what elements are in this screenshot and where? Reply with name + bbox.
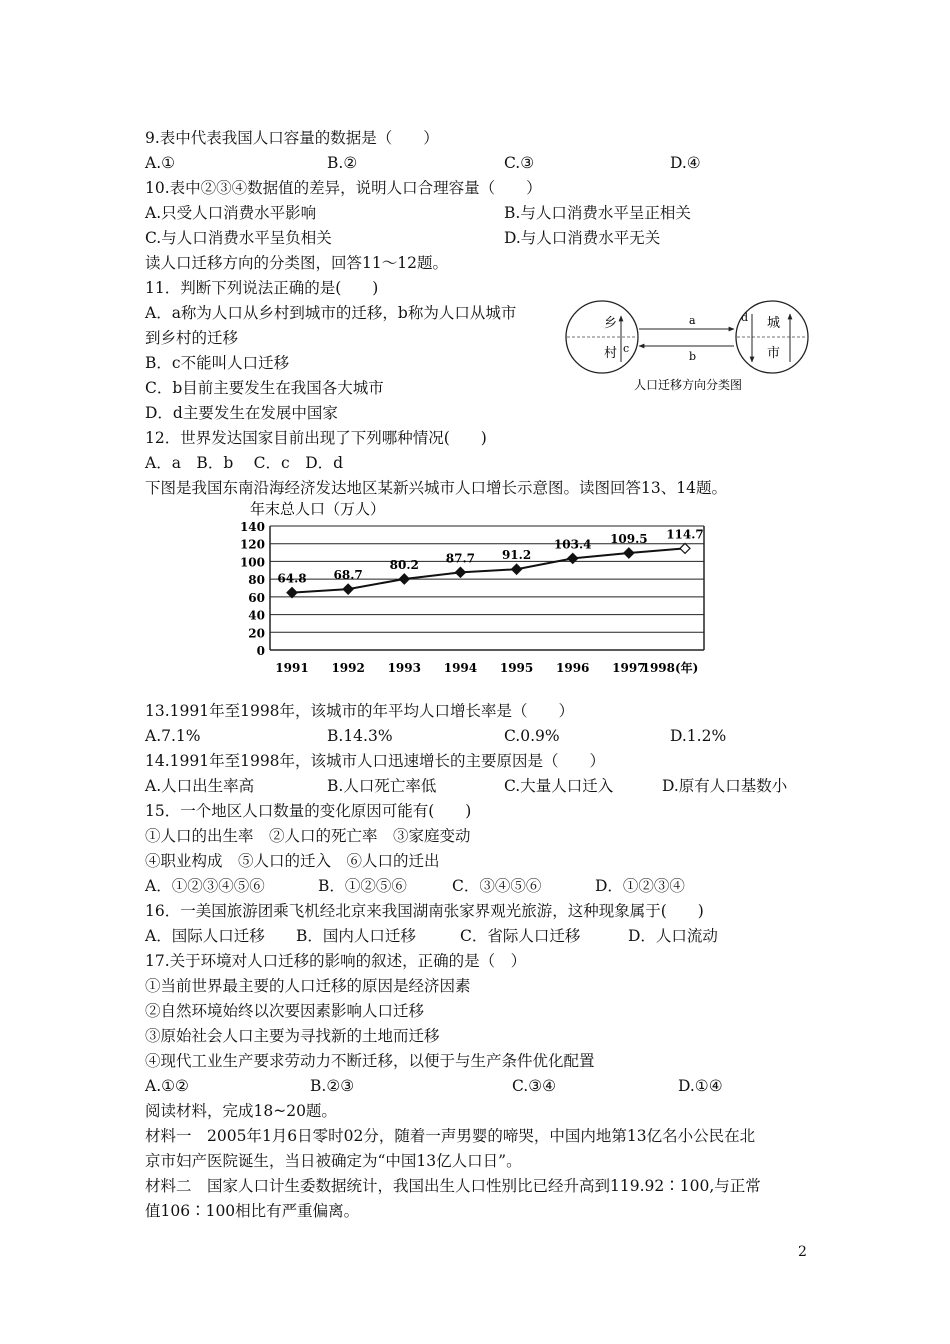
village-top-char: 乡 bbox=[604, 316, 618, 331]
q13-option-d: D.1.2% bbox=[670, 727, 727, 745]
chart-data-point bbox=[455, 567, 465, 577]
chart-data-label: 64.8 bbox=[277, 571, 307, 586]
chart-data-label: 114.7 bbox=[666, 527, 704, 542]
q16-option-b: B．国内人口迁移 bbox=[296, 927, 416, 945]
q14-stem: 14.1991年至1998年，该城市人口迅速增长的主要原因是（ ） bbox=[145, 752, 606, 770]
q15-option-a: A．①②③④⑤⑥ bbox=[145, 877, 265, 895]
q13-stem: 13.1991年至1998年，该城市的年平均人口增长率是（ ） bbox=[145, 702, 575, 720]
q16-option-c: C．省际人口迁移 bbox=[460, 927, 581, 945]
material-2-line2: 值106∶100相比有严重偏离。 bbox=[145, 1202, 360, 1220]
q10-stem: 10.表中②③④数据值的差异，说明人口合理容量（ ） bbox=[145, 179, 542, 197]
population-chart-svg bbox=[230, 496, 720, 684]
q17-statement-1: ①当前世界最主要的人口迁移的原因是经济因素 bbox=[145, 977, 471, 995]
label-b: b bbox=[689, 350, 697, 363]
chart-data-point bbox=[624, 548, 634, 558]
chart-data-label: 87.7 bbox=[445, 551, 476, 566]
label-a: a bbox=[689, 314, 696, 327]
chart-data-point bbox=[512, 564, 522, 574]
chart-y-tick-label: 0 bbox=[256, 644, 265, 658]
chart-x-tick-label: 1997 bbox=[612, 661, 646, 675]
chart-data-label: 80.2 bbox=[389, 557, 419, 572]
q17-option-b: B.②③ bbox=[310, 1077, 355, 1095]
q14-option-a: A.人口出生率高 bbox=[145, 777, 255, 795]
chart-x-tick-label: 1995 bbox=[499, 661, 534, 675]
chart-data-label: 91.2 bbox=[501, 548, 532, 563]
q9-option-c: C.③ bbox=[504, 154, 535, 172]
page-number: 2 bbox=[798, 1244, 807, 1260]
q10-option-c: C.与人口消费水平呈负相关 bbox=[145, 229, 332, 247]
q15-option-b: B．①②⑤⑥ bbox=[318, 877, 407, 895]
q17-statement-3: ③原始社会人口主要为寻找新的土地而迁移 bbox=[145, 1027, 440, 1045]
q9-option-a: A.① bbox=[145, 154, 176, 172]
chart-y-tick-label: 120 bbox=[239, 537, 265, 552]
label-d: d bbox=[741, 311, 749, 324]
chart-data-point bbox=[343, 584, 353, 594]
village-bottom-char: 村 bbox=[604, 346, 618, 361]
chart-x-tick-label: 1998(年) bbox=[641, 661, 699, 675]
chart-y-tick-label: 100 bbox=[239, 555, 265, 570]
chart-data-label: 109.5 bbox=[610, 532, 648, 547]
q11-option-c: C．b目前主要发生在我国各大城市 bbox=[145, 379, 384, 397]
q17-option-a: A.①② bbox=[145, 1077, 189, 1095]
chart-data-point bbox=[399, 574, 409, 584]
q9-stem: 9.表中代表我国人口容量的数据是（ ） bbox=[145, 129, 439, 147]
q14-option-d: D.原有人口基数小 bbox=[662, 777, 788, 795]
q12-options: A．a B．b C．c D．d bbox=[145, 454, 344, 472]
q11-option-b: B．c不能叫人口迁移 bbox=[145, 354, 290, 372]
material-1-line2: 京市妇产医院诞生，当日被确定为“中国13亿人口日”。 bbox=[145, 1152, 522, 1170]
intro-11-12: 读人口迁移方向的分类图，回答11～12题。 bbox=[145, 254, 448, 272]
q9-option-b: B.② bbox=[327, 154, 358, 172]
q14-option-b: B.人口死亡率低 bbox=[327, 777, 437, 795]
q15-stem: 15．一个地区人口数量的变化原因可能有( ) bbox=[145, 802, 472, 820]
q9-option-d: D.④ bbox=[670, 154, 701, 172]
chart-x-tick-label: 1994 bbox=[443, 661, 478, 675]
migration-diagram-svg bbox=[562, 300, 812, 400]
chart-y-axis-label: 年末总人口（万人） bbox=[250, 500, 386, 518]
chart-y-tick-label: 20 bbox=[248, 626, 265, 641]
q13-option-c: C.0.9% bbox=[504, 727, 560, 745]
q11-option-d: D．d主要发生在发展中国家 bbox=[145, 404, 338, 422]
chart-y-tick-label: 80 bbox=[248, 573, 265, 588]
q13-option-b: B.14.3% bbox=[327, 727, 393, 745]
q10-option-a: A.只受人口消费水平影响 bbox=[145, 204, 317, 222]
population-chart bbox=[230, 496, 720, 684]
q16-option-a: A．国际人口迁移 bbox=[145, 927, 265, 945]
chart-x-tick-label: 1992 bbox=[331, 661, 365, 675]
q17-option-c: C.③④ bbox=[512, 1077, 557, 1095]
material-1-line1: 材料一 2005年1月6日零时02分，随着一声男婴的啼哭，中国内地第13亿名小公民在北 bbox=[145, 1127, 756, 1145]
chart-data-label: 103.4 bbox=[553, 537, 592, 552]
chart-y-tick-label: 140 bbox=[239, 520, 265, 534]
chart-y-tick-label: 40 bbox=[248, 608, 265, 623]
chart-x-tick-label: 1996 bbox=[556, 661, 590, 675]
q17-stem: 17.关于环境对人口迁移的影响的叙述，正确的是（ ） bbox=[145, 952, 527, 970]
q17-statement-2: ②自然环境始终以次要因素影响人口迁移 bbox=[145, 1002, 425, 1020]
q15-factors-line2: ④职业构成 ⑤人口的迁入 ⑥人口的迁出 bbox=[145, 852, 440, 870]
q16-option-d: D．人口流动 bbox=[628, 927, 718, 945]
city-bottom-char: 市 bbox=[767, 346, 781, 361]
q11-option-a-line2: 到乡村的迁移 bbox=[145, 329, 239, 347]
chart-x-tick-label: 1993 bbox=[387, 661, 421, 675]
chart-data-label: 68.7 bbox=[333, 568, 363, 583]
chart-y-tick-label: 60 bbox=[248, 590, 265, 605]
migration-direction-diagram bbox=[562, 300, 812, 400]
q15-option-d: D．①②③④ bbox=[595, 877, 685, 895]
label-c: c bbox=[623, 342, 630, 355]
intro-13-14: 下图是我国东南沿海经济发达地区某新兴城市人口增长示意图。读图回答13、14题。 bbox=[145, 479, 727, 497]
q13-option-a: A.7.1% bbox=[145, 727, 201, 745]
city-top-char: 城 bbox=[767, 316, 781, 331]
chart-x-tick-label: 1991 bbox=[275, 661, 309, 675]
q10-option-d: D.与人口消费水平无关 bbox=[504, 229, 661, 247]
q10-option-b: B.与人口消费水平呈正相关 bbox=[504, 204, 691, 222]
q14-option-c: C.大量人口迁入 bbox=[504, 777, 614, 795]
chart-data-point bbox=[287, 588, 297, 598]
chart-data-point bbox=[680, 543, 690, 553]
q15-factors-line1: ①人口的出生率 ②人口的死亡率 ③家庭变动 bbox=[145, 827, 471, 845]
q17-option-d: D.①④ bbox=[678, 1077, 723, 1095]
material-2-line1: 材料二 国家人口计生委数据统计，我国出生人口性别比已经升高到119.92∶100,与正常 bbox=[145, 1177, 761, 1195]
intro-18-20: 阅读材料，完成18~20题。 bbox=[145, 1102, 337, 1120]
q11-option-a-line1: A．a称为人口从乡村到城市的迁移，b称为人口从城市 bbox=[145, 304, 517, 322]
q15-option-c: C．③④⑤⑥ bbox=[452, 877, 542, 895]
q12-stem: 12．世界发达国家目前出现了下列哪种情况( ) bbox=[145, 429, 487, 447]
q16-stem: 16．一美国旅游团乘飞机经北京来我国湖南张家界观光旅游，这种现象属于( ) bbox=[145, 902, 704, 920]
diagram-caption: 人口迁移方向分类图 bbox=[634, 378, 743, 392]
q11-stem: 11．判断下列说法正确的是( ) bbox=[145, 279, 379, 297]
q17-statement-4: ④现代工业生产要求劳动力不断迁移，以便于与生产条件优化配置 bbox=[145, 1052, 595, 1070]
